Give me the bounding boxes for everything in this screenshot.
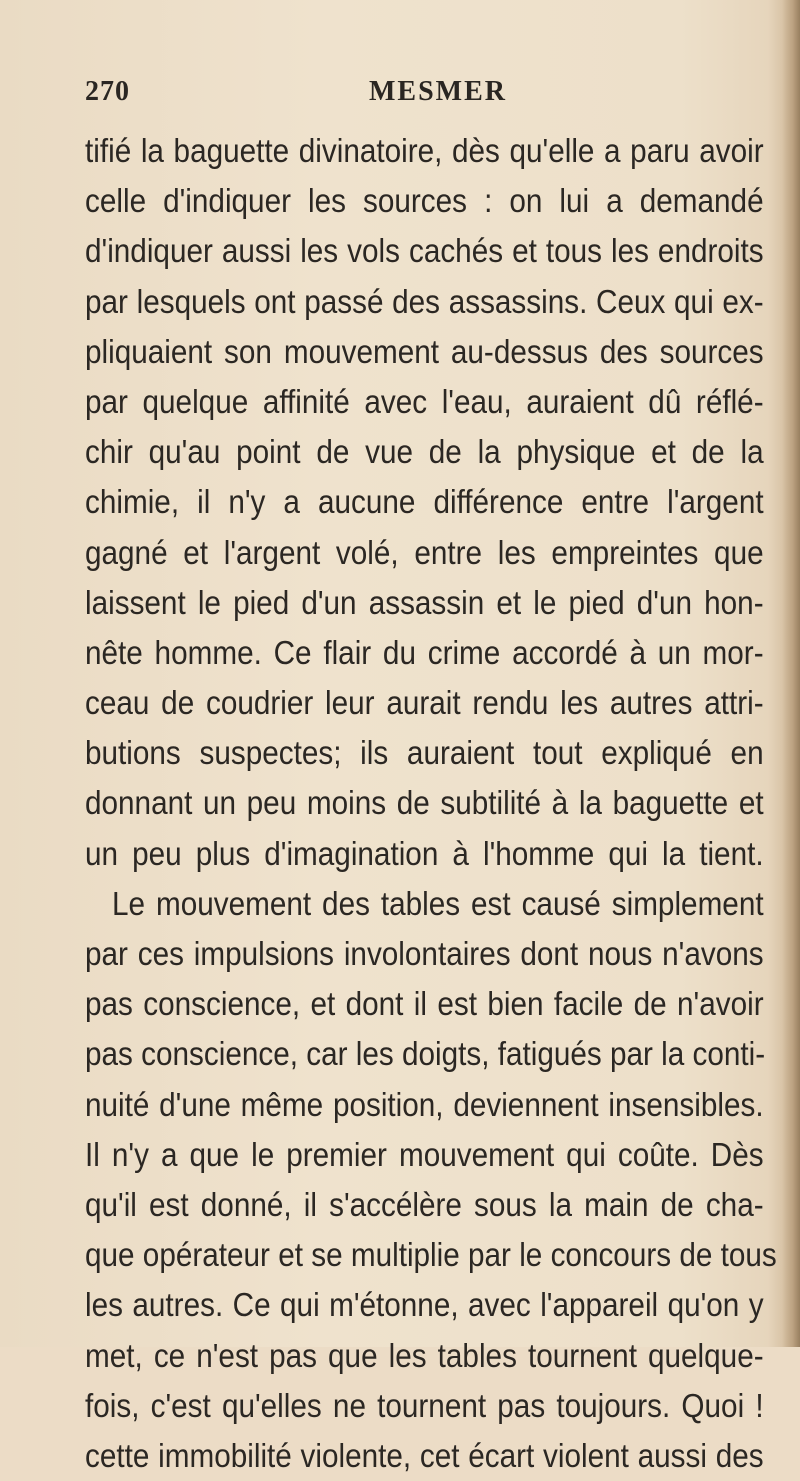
text-line: met, ce n'est pas que les tables tournent quelque- bbox=[85, 1336, 764, 1374]
text-line: pas conscience, et dont il est bien facile de n'avoir bbox=[85, 985, 764, 1023]
text-line: nuité d'une même position, deviennent insensibles. bbox=[85, 1085, 764, 1123]
text-line: par quelque affinité avec l'eau, auraient dû réflé- bbox=[85, 382, 764, 420]
text-line: donnant un peu moins de subtilité à la baguette et bbox=[85, 784, 764, 822]
text-line: fois, c'est qu'elles ne tournent pas toujours. Quoi ! bbox=[85, 1386, 764, 1424]
text-line: d'indiquer aussi les vols cachés et tous les endroits bbox=[85, 232, 764, 270]
text-line: un peu plus d'imagination à l'homme qui la tient. bbox=[85, 834, 764, 872]
text-line: gagné et l'argent volé, entre les empreintes que bbox=[85, 533, 764, 571]
text-line: pliquaient son mouvement au-dessus des sources bbox=[85, 332, 764, 370]
page-number: 270 bbox=[85, 76, 130, 107]
text-line: Le mouvement des tables est causé simplement bbox=[112, 884, 764, 922]
body-text bbox=[85, 126, 777, 1481]
text-line: ceau de coudrier leur aurait rendu les autres attri- bbox=[85, 684, 764, 722]
text-line: par ces impulsions involontaires dont nous n'avons bbox=[85, 935, 764, 972]
text-line: celle d'indiquer les sources : on lui a demandé bbox=[85, 182, 764, 220]
text-line: nête homme. Ce flair du crime accordé à un mor- bbox=[85, 633, 764, 671]
running-head: MESMER bbox=[369, 76, 507, 107]
text-line: laissent le pied d'un assassin et le pied d'un hon- bbox=[85, 583, 764, 621]
text-line: les autres. Ce qui m'étonne, avec l'appareil qu'on y bbox=[85, 1286, 764, 1324]
text-line: par lesquels ont passé des assassins. Ceux qui ex- bbox=[85, 282, 764, 320]
text-line: pas conscience, car les doigts, fatigués par la conti- bbox=[85, 1035, 766, 1073]
text-line: que opérateur et se multiplie par le concours de tous bbox=[85, 1236, 777, 1274]
text-line: cette immobilité violente, cet écart violent aussi des bbox=[85, 1436, 764, 1474]
text-line: butions suspectes; ils auraient tout expliqué en bbox=[85, 734, 764, 772]
text-line: chimie, il n'y a aucune différence entre l'argent bbox=[85, 483, 764, 521]
text-line: qu'il est donné, il s'accélère sous la main de cha- bbox=[85, 1185, 764, 1223]
page-edge-shadow bbox=[782, 0, 800, 1347]
text-line: tifié la baguette divinatoire, dès qu'elle a paru avoir bbox=[85, 132, 764, 169]
text-line: Il n'y a que le premier mouvement qui coûte. Dès bbox=[85, 1135, 764, 1173]
text-line: chir qu'au point de vue de la physique et de la bbox=[85, 433, 764, 471]
page-header bbox=[85, 76, 685, 116]
